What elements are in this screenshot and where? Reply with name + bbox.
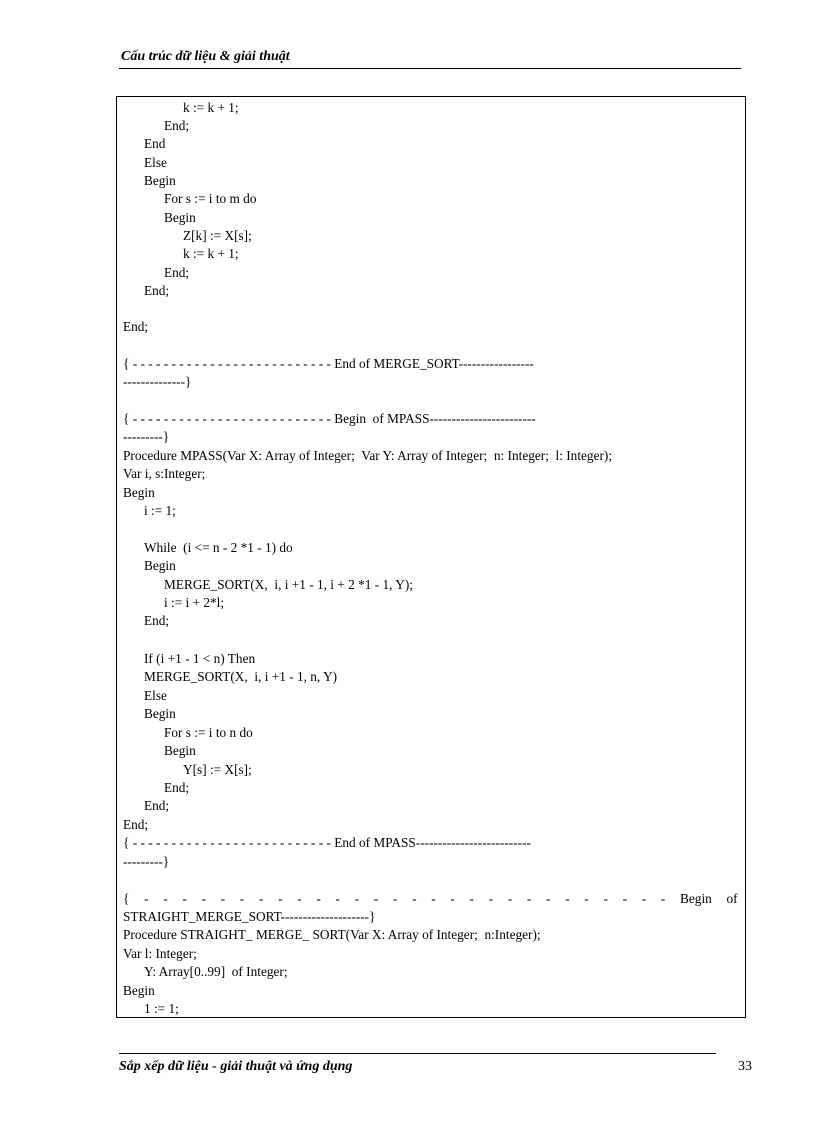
code-line: Var l: Integer; [123,946,197,961]
page-header-title: Cấu trúc dữ liệu & giải thuật [121,49,290,64]
code-line: i := 1; [144,503,176,518]
justified-comment-line [123,891,738,907]
code-line: End; [164,780,190,795]
code-line: End; [144,613,170,628]
comment-token: - [507,891,513,906]
code-line: For s := i to m do [164,191,257,206]
comment-token: - [526,891,532,906]
code-line: k := k + 1; [183,100,239,115]
comment-token: - [660,891,666,906]
code-line: Procedure STRAIGHT_ MERGE_ SORT(Var X: Array of Integer; n:Integer); [123,927,541,942]
code-line: End [144,136,166,151]
comment-token: - [354,891,360,906]
comment-token: - [297,891,302,906]
code-line: { - - - - - - - - - - - - - - - - - - - - - - - - - - End of MPASS-------------------------- [123,835,531,850]
code-line: ---------} [123,854,170,869]
code-line: --------------} [123,374,192,389]
page-number: 33 [738,1059,752,1074]
code-line: End; [123,319,149,334]
code-line: End; [144,798,170,813]
code-line: Begin [144,558,176,573]
comment-token: - [220,891,226,906]
code-line: Else [144,688,167,703]
comment-token: of [726,891,738,906]
comment-token: - [201,891,206,906]
code-line: Begin [123,485,155,500]
comment-token: - [239,891,245,906]
code-line: If (i +1 - 1 < n) Then [144,651,256,666]
comment-token: - [335,891,340,906]
comment-token: - [316,891,321,906]
code-line: End; [123,817,149,832]
code-line: STRAIGHT_MERGE_SORT--------------------} [123,909,376,924]
comment-token: - [488,891,494,906]
comment-token: - [584,891,589,906]
code-line: Begin [164,210,196,225]
comment-token: { [123,891,130,906]
code-line: Begin [164,743,196,758]
code-line: { - - - - - - - - - - - - - - - - - - - - - - - - - - Begin of MPASS------------------------ [123,411,536,426]
comment-token: - [450,891,455,906]
comment-token: - [373,891,379,906]
code-line: k := k + 1; [183,246,239,261]
code-line: { - - - - - - - - - - - - - - - - - - - - - - - - - - End of MERGE_SORT----------------- [123,356,534,371]
code-line: End; [144,283,170,298]
code-line: Procedure MPASS(Var X: Array of Integer; Var Y: Array of Integer; n: Integer; l: Integer); [123,448,613,463]
comment-token: - [431,891,436,906]
code-line: Else [144,155,167,170]
comment-token: - [641,891,647,906]
comment-token: - [144,891,149,906]
comment-token: - [278,891,283,906]
code-line: Begin [144,706,176,721]
code-line: Z[k] := X[s]; [183,228,252,243]
code-line: While (i <= n - 2 *1 - 1) do [144,540,293,555]
code-line: MERGE_SORT(X, i, i +1 - 1, n, Y) [144,669,338,684]
comment-token: - [163,891,168,906]
comment-token: - [565,891,570,906]
code-line: ---------} [123,429,170,444]
comment-token: - [182,891,187,906]
header-rule [119,68,741,69]
code-line: Y: Array[0..99] of Integer; [144,964,288,979]
code-line: Y[s] := X[s]; [183,762,252,777]
comment-token: - [603,891,608,906]
footer-rule [119,1053,716,1054]
code-line: Begin [144,173,176,188]
comment-token: Begin [680,891,712,906]
comment-token: - [392,891,398,906]
footer-title: Sắp xếp dữ liệu - giải thuật và ứng dụng [119,1059,353,1074]
code-line: Var i, s:Integer; [123,466,206,481]
comment-token: - [622,891,628,906]
code-line: End; [164,118,190,133]
code-line: End; [164,265,190,280]
comment-token: - [469,891,474,906]
code-line: Begin [123,983,155,998]
comment-token: - [546,891,551,906]
comment-token: - [258,891,264,906]
code-line: i := i + 2*l; [164,595,225,610]
code-line: MERGE_SORT(X, i, i +1 - 1, i + 2 *1 - 1, Y); [164,577,413,592]
code-line: For s := i to n do [164,725,253,740]
comment-token: - [412,891,417,906]
code-line: 1 := 1; [144,1001,179,1016]
